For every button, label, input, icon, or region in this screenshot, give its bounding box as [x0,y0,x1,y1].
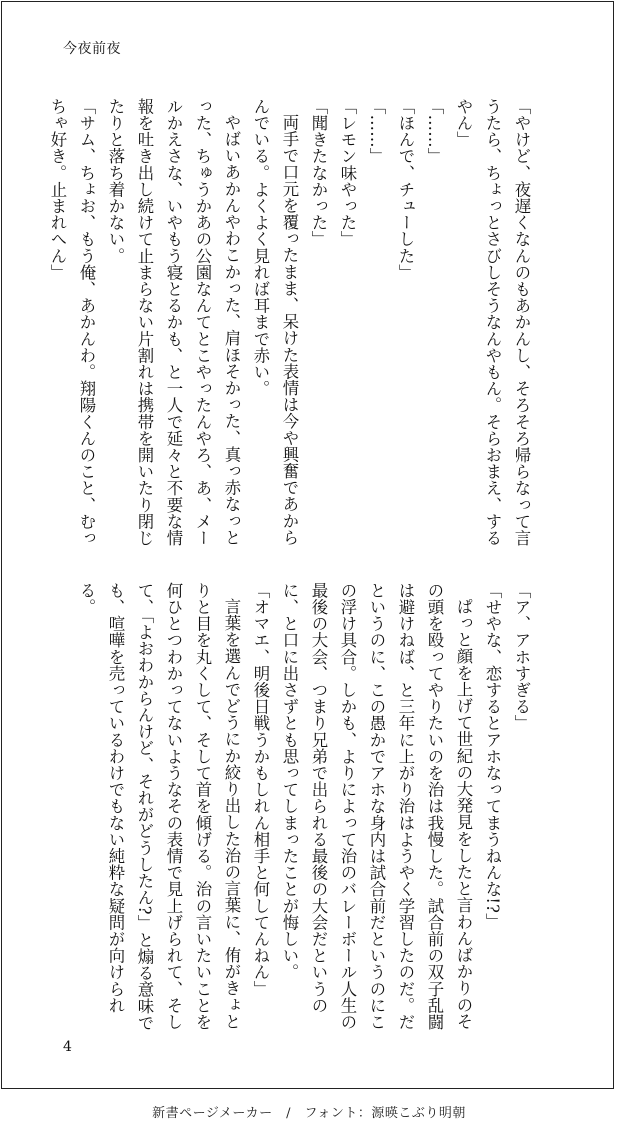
paragraph: 「オマエ、明後日戦うかもしれん相手と何してんねん」 [251,582,270,997]
paragraph: 「せやな、恋するとアホなってまうねんな!?」 [483,582,502,930]
paragraph: 「……」 [367,98,386,165]
footer-credit: 新書ページメーカー / フォント：源暎こぶり明朝 [152,1106,466,1121]
page-number: 4 [63,1039,72,1055]
paragraph: ぱっと顔を上げて世紀の大発見をしたと言わんばかりのその頭を殴ってやりたいのを治は我慢した。試合前の双子乱闘は避けねば、と三年に上がり治はようやく学習したのだ。だというのに、この愚かでアホな身内は試合前だというのにこの浮け具合。しかも、よりによって治のバレーボール人生の最後の大会、つまり兄弟で出られる最後の大会だというのに、と口に出さずとも思ってしまったことが悔しい。 [280,582,473,1031]
running-title: 今夜前夜 [63,41,121,57]
paragraph: やばいあかんやわこかった、肩ほそかった、真っ赤なっとった、ちゅうかあの公園なんてとこやったんやろ、あ、メールかえさな、いやもう寝とるかも、と一人で延々と不要な情報を吐き出し続けて止まらない片割れは携帯を開いたり閉じたりと落ち着かない。 [106,98,241,547]
paragraph: 「ア、アホすぎる」 [512,582,531,732]
paragraph: 「レモン味やった」 [338,98,357,248]
paragraph: 「聞きたなかった」 [309,98,328,248]
paragraph: 「……」 [425,98,444,165]
paragraph: 両手で口元を覆ったまま、呆けた表情は今や興奮であからんでいる。よくよく見れば耳まで赤い。 [251,98,299,546]
book-page [1,1,614,1089]
paragraph: 「やけど、夜遅くなんのもあかんし、そろそろ帰らなって言うたら、ちょっとさびしそうなんやもん。そらおまえ、するやん」 [454,98,531,547]
lower-text-column [72,582,536,1042]
paragraph: 言葉を選んでどうにか絞り出した治の言葉に、侑がきょとりと目を丸くして、そして首を傾げる。治の言いたいことを何ひとつわかってないようなその表情で見上げられて、そして、「よおわからんけど、それがどうしたん?」と煽る意味でも、喧嘩を売っているわけでもない純粋な疑問が向けられる。 [77,582,241,1031]
paragraph: 「サム、ちょお、もう俺、あかんわ。翔陽くんのこと、むっちゃ好き。止まれへん」 [48,98,96,547]
upper-text-column [43,98,536,558]
paragraph: 「ほんで、チューした」 [396,98,415,281]
